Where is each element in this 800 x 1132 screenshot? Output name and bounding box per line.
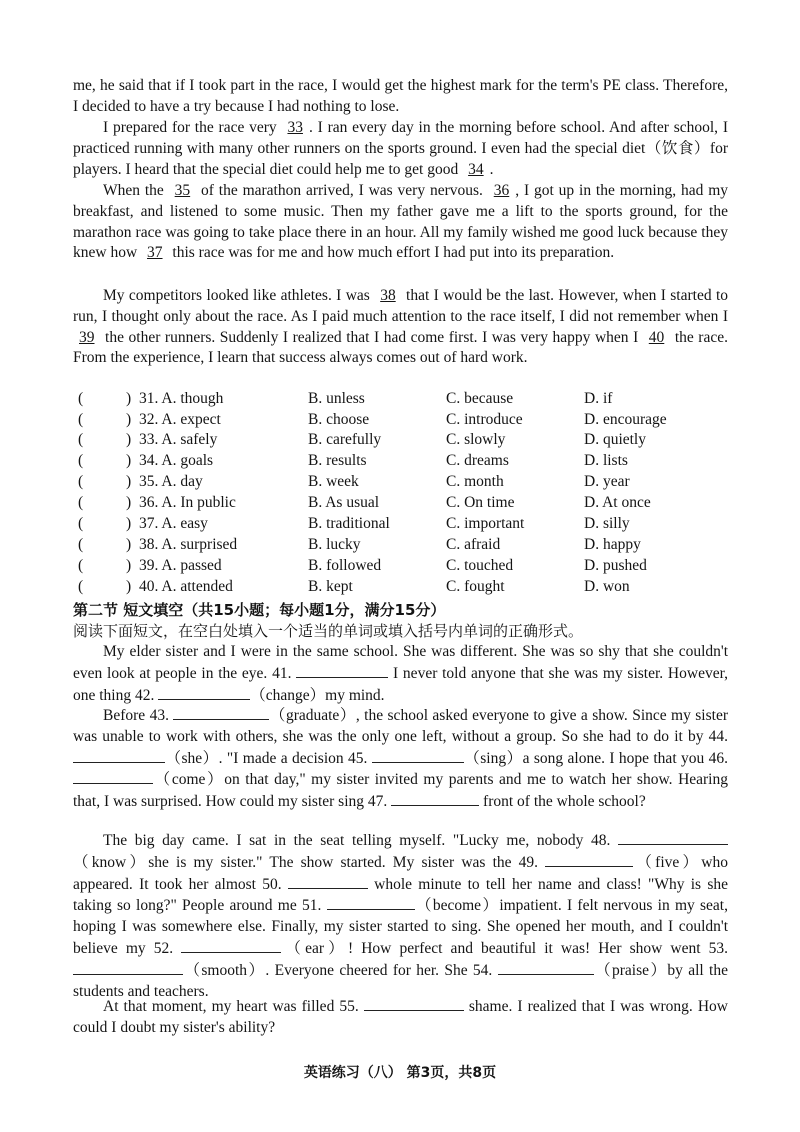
text-run: （sing）a song alone. I hope that you 46.: [463, 749, 728, 767]
blank-54[interactable]: [498, 960, 594, 975]
text-run: front of the whole school?: [479, 793, 646, 811]
option-d: D. At once: [584, 494, 651, 511]
text-run: The big day came. I sat in the seat telling myself. "Lucky me, nobody 48.: [103, 832, 618, 849]
answer-paren-close: ): [126, 411, 132, 428]
answer-paren-open[interactable]: (: [78, 411, 84, 428]
text-run: of the marathon arrived, I was very nervous.: [196, 182, 488, 199]
text-run: （she）. "I made a decision 45.: [165, 749, 372, 767]
blank-35: 35: [174, 182, 191, 199]
blank-39: 39: [79, 328, 95, 346]
option-c: C. important: [446, 515, 525, 532]
answer-paren-close: ): [126, 536, 132, 553]
option-d: D. encourage: [584, 411, 667, 428]
passage2-para3: [73, 830, 728, 1002]
option-c: C. dreams: [446, 452, 509, 469]
text-run: whole minute to tell her name and class! "Why is she taking so long?" People around me 51.: [73, 875, 728, 915]
option-b: B. unless: [308, 390, 365, 407]
text-run: （become）impatient. I felt nervous in my seat, hoping I was somewhere else. Finally, my sister started to sing. She opened her mouth, and I couldn't believe my 52.: [73, 897, 728, 957]
option-b: B. week: [308, 473, 359, 490]
text-run: （graduate）, the school asked everyone to give a show. Since my sister was unable to work with others, she was the only one left, without a group. So she had to do it by 44.: [73, 707, 728, 745]
option-b: B. traditional: [308, 515, 390, 532]
option-a: 36. A. In public: [139, 494, 236, 511]
blank-40: 40: [648, 328, 665, 346]
option-b: B. results: [308, 452, 367, 469]
option-d: D. pushed: [584, 557, 647, 574]
text-run: the race. From the experience, I learn that success always comes out of hard work.: [73, 328, 728, 367]
blank-47[interactable]: [391, 791, 479, 806]
text-run: At that moment, my heart was filled 55.: [103, 998, 364, 1015]
text-run: the other runners. Suddenly I realized that I had come first. I was very happy when I: [100, 328, 643, 346]
option-a: 35. A. day: [139, 473, 203, 490]
option-a: 31. A. though: [139, 390, 224, 407]
blank-41[interactable]: [296, 663, 388, 678]
section2-title: 第二节 短文填空（共15小题；每小题1分，满分15分）: [73, 601, 446, 619]
passage1-para3: [73, 286, 728, 369]
text-run: shame. I realized that I was wrong. How could I doubt my sister's ability?: [73, 998, 728, 1036]
option-d: D. quietly: [584, 431, 646, 448]
text-run: Before 43.: [103, 707, 174, 724]
blank-50[interactable]: [288, 874, 368, 889]
option-a: 37. A. easy: [139, 515, 208, 532]
answer-paren-close: ): [126, 473, 132, 490]
blank-46[interactable]: [73, 769, 153, 784]
option-b: B. As usual: [308, 494, 380, 511]
text-run: I never told anyone that she was my sister. However, one thing 42.: [73, 664, 728, 704]
section2-instruction: 阅读下面短文，在空白处填入一个适当的单词或填入括号内单词的正确形式。: [73, 622, 584, 640]
option-row-32: [73, 411, 753, 432]
answer-paren-open[interactable]: (: [78, 431, 84, 448]
answer-paren-open[interactable]: (: [78, 578, 84, 595]
answer-paren-open[interactable]: (: [78, 494, 84, 511]
answer-paren-open[interactable]: (: [78, 452, 84, 469]
option-b: B. carefully: [308, 431, 382, 448]
answer-paren-close: ): [126, 578, 132, 595]
option-a: 38. A. surprised: [139, 536, 238, 553]
passage2-para1: [73, 642, 728, 706]
option-row-35: [73, 473, 753, 494]
answer-paren-close: ): [126, 515, 132, 532]
option-c: C. On time: [446, 494, 515, 511]
blank-33: 33: [287, 119, 303, 136]
answer-paren-close: ): [126, 494, 132, 511]
blank-38: 38: [380, 287, 396, 304]
option-a: 33. A. safely: [139, 431, 218, 448]
text-run: When the: [103, 182, 169, 199]
text-run: . I ran every day in the morning before school. And after school, I practiced running with many other runners on the sports ground. I even had the special diet（饮食）for players. I heard that the special diet could help me to get good: [73, 119, 728, 178]
answer-paren-close: ): [126, 452, 132, 469]
answer-paren-close: ): [126, 431, 132, 448]
option-a: 34. A. goals: [139, 452, 214, 469]
option-a: 32. A. expect: [139, 411, 221, 428]
blank-52[interactable]: [181, 938, 281, 953]
text-run: My competitors looked like athletes. I was: [103, 287, 375, 304]
option-row-31: [73, 390, 753, 411]
blank-44[interactable]: [73, 748, 165, 763]
blank-45[interactable]: [372, 748, 464, 763]
blank-55[interactable]: [364, 996, 464, 1011]
option-row-37: [73, 515, 753, 536]
passage1-intro-text: me, he said that if I took part in the race, I would get the highest mark for the term's PE class. Therefore, I decided to have a try because I had nothing to lose.: [73, 77, 728, 115]
option-b: B. choose: [308, 411, 370, 428]
option-b: B. followed: [308, 557, 382, 574]
option-c: C. slowly: [446, 431, 506, 448]
option-c: C. touched: [446, 557, 514, 574]
text-run: （know）she is my sister." The show started. My sister was the 49.: [73, 853, 546, 871]
answer-paren-open[interactable]: (: [78, 473, 84, 490]
option-d: D. happy: [584, 536, 641, 553]
option-row-39: [73, 557, 753, 578]
answer-paren-open[interactable]: (: [78, 515, 84, 532]
blank-51[interactable]: [327, 895, 415, 910]
option-d: D. silly: [584, 515, 630, 532]
option-c: C. fought: [446, 578, 505, 595]
option-row-40: [73, 578, 753, 599]
option-row-38: [73, 536, 753, 557]
option-b: B. lucky: [308, 536, 361, 553]
answer-paren-open[interactable]: (: [78, 557, 84, 574]
option-a: 39. A. passed: [139, 557, 222, 574]
blank-53[interactable]: [73, 960, 183, 975]
page-footer: 英语练习（八） 第3页，共8页: [303, 1065, 497, 1081]
text-run: （ear）! How perfect and beautiful it was! Her show went 53.: [281, 939, 728, 957]
blank-48[interactable]: [618, 830, 728, 845]
answer-paren-open[interactable]: (: [78, 390, 84, 407]
blank-49[interactable]: [545, 852, 633, 867]
passage2-para2: [73, 705, 728, 813]
blank-34: 34: [468, 160, 484, 178]
passage2-para4: [73, 996, 728, 1039]
option-row-34: [73, 452, 753, 473]
passage1-para2: [73, 181, 728, 264]
option-d: D. won: [584, 578, 630, 595]
text-run: , I got up in the morning, had my breakfast, and listened to some music. Then my father gave me a lift to the sports ground, for the marathon race was going to take place there in an hour. All my family wished me good luck because they knew how: [73, 182, 728, 262]
blank-36: 36: [493, 182, 510, 199]
text-run: （change）my mind.: [250, 686, 385, 704]
text-run: （praise）by all the students and teachers.: [73, 961, 728, 1000]
text-run: that I would be the last. However, when I started to run, I thought only about the race. As I paid much attention to the race itself, I did not remember when I: [73, 287, 728, 325]
answer-paren-open[interactable]: (: [78, 536, 84, 553]
text-run: My elder sister and I were in the same school. She was different. She was so shy that she couldn't even look at people in the eye. 41.: [73, 643, 728, 682]
text-run: （smooth）. Everyone cheered for her. She 54.: [183, 961, 498, 979]
passage1-para1: [73, 118, 728, 180]
option-b: B. kept: [308, 578, 353, 595]
option-a: 40. A. attended: [139, 578, 233, 595]
option-c: C. because: [446, 390, 514, 407]
blank-42[interactable]: [158, 685, 250, 700]
option-d: D. if: [584, 390, 613, 407]
text-run: （five）who appeared. It took her almost 50.: [73, 853, 728, 893]
text-run: （come）on that day," my sister invited my parents and me to watch her show. Hearing that, I was surprised. How could my sister sing 47.: [73, 771, 728, 811]
blank-43[interactable]: [173, 705, 269, 720]
option-c: C. introduce: [446, 411, 523, 428]
passage1-intro: [73, 76, 728, 118]
answer-paren-close: ): [126, 390, 132, 407]
option-c: C. afraid: [446, 536, 501, 553]
text-run: this race was for me and how much effort I had put into its preparation.: [168, 244, 615, 262]
option-row-33: [73, 431, 753, 452]
option-d: D. lists: [584, 452, 628, 469]
option-d: D. year: [584, 473, 630, 490]
blank-37: 37: [147, 244, 163, 262]
text-run: I prepared for the race very: [103, 119, 282, 136]
option-c: C. month: [446, 473, 504, 490]
answer-paren-close: ): [126, 557, 132, 574]
text-run: .: [489, 160, 494, 178]
option-row-36: [73, 494, 753, 515]
